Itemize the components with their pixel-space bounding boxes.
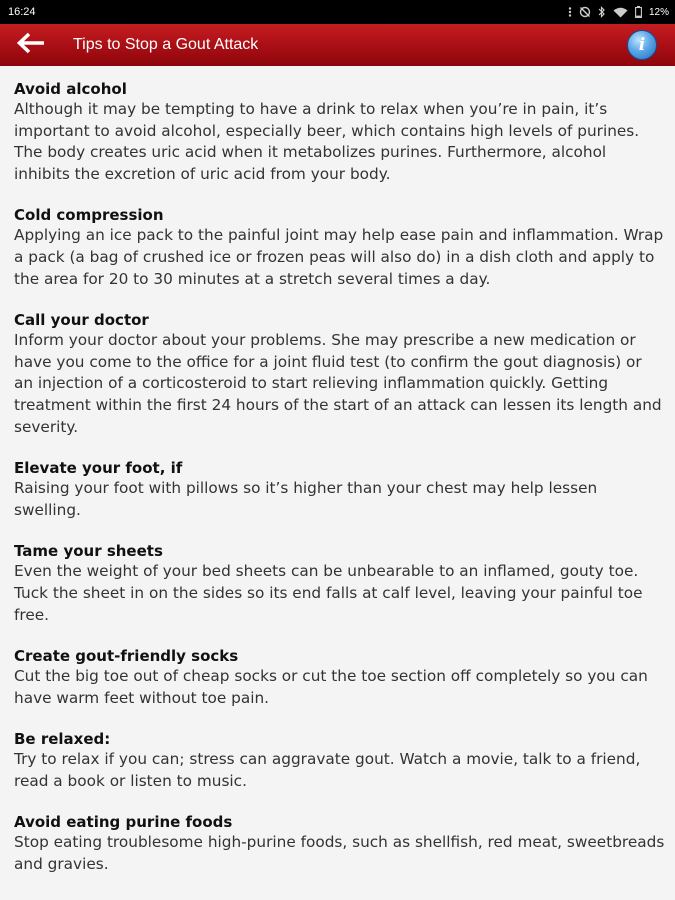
tip-body: Although it may be tempting to have a drink to relax when you’re in pain, it’s important to avoid alcohol, especially beer, which contains high levels of purines. The body creates uric acid when it metabolizes purines. Furthermore, alcohol inhibits the excretion of uric acid from your body. [14,100,640,183]
status-bar [0,0,675,24]
status-time: 16:24 [8,6,36,18]
back-button[interactable] [0,24,62,66]
tip-section [14,646,665,709]
info-button[interactable] [627,30,657,60]
tip-section [14,458,665,521]
tip-body: Inform your doctor about your problems. She may prescribe a new medication or have you come to the office for a joint fluid test (to confirm the gout diagnosis) or an injection of a corticosteroid to start relieving inflammation quickly. Getting treatment within the first 24 hours of the start of an attack can lessen its length and severity. [14,331,662,436]
bluetooth-icon [598,6,606,18]
tip-title: Call your doctor [14,311,149,330]
tip-body: Applying an ice pack to the painful joint may help ease pain and inflammation. Wrap a pack (a bag of crushed ice or frozen peas will also do) in a dish cloth and apply to the area for 20 to 30 minutes at a stretch several times a day. [14,226,664,288]
tip-body: Try to relax if you can; stress can aggravate gout. Watch a movie, talk to a friend, read a book or listen to music. [14,750,641,790]
battery-percent: 12% [648,6,669,18]
app-bar [0,24,675,66]
tip-body: Raising your foot with pillows so it’s higher than your chest may help lessen swelling. [14,479,598,519]
tip-title: Tame your sheets [14,542,163,561]
tip-title: Create gout-friendly socks [14,647,239,666]
sync-off-icon [579,6,591,18]
back-arrow-icon [16,32,46,58]
tip-section [14,310,665,438]
tip-section [14,79,665,185]
tip-section [14,812,665,875]
battery-icon [635,6,642,18]
tip-section [14,729,665,792]
tip-title: Elevate your foot, if [14,459,183,478]
tip-body: Even the weight of your bed sheets can be unbearable to an inflamed, gouty toe. Tuck the sheet in on the sides so its end falls at calf level, leaving your painful toe free. [14,562,643,624]
status-icons [568,6,669,18]
tip-title: Avoid alcohol [14,80,127,98]
tip-body: Stop eating troublesome high-purine foods, such as shellfish, red meat, sweetbreads and gravies. [14,833,665,874]
tip-section [14,205,665,290]
tip-section [14,541,665,626]
tips-content[interactable] [0,66,675,900]
tip-title: Be relaxed: [14,730,111,749]
info-icon: i [638,35,646,55]
tip-title: Cold compression [14,206,164,225]
tip-title: Avoid eating purine foods [14,813,233,832]
tip-body: Cut the big toe out of cheap socks or cut the toe section off completely so you can have warm feet without toe pain. [14,667,648,707]
page-title: Tips to Stop a Gout Attack [73,36,259,53]
more-icon [568,7,572,17]
wifi-icon [613,7,628,18]
